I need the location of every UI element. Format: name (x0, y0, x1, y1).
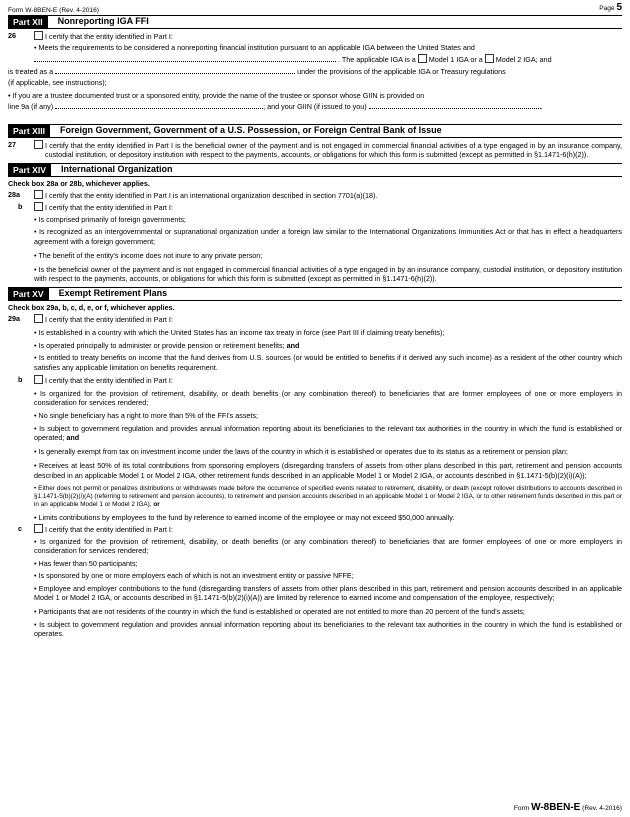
part-xv-header (8, 287, 622, 301)
part-xii-header (8, 16, 622, 29)
footer-form-name: W-8BEN-E (531, 802, 581, 813)
part-xiii-label: Part XIII (8, 125, 50, 137)
checkbox-28a[interactable] (34, 190, 43, 199)
part-xv-label: Part XV (8, 288, 49, 300)
checkbox-27[interactable] (34, 140, 43, 149)
trustee-name-field[interactable] (55, 102, 263, 109)
giin-field[interactable] (369, 102, 541, 109)
line-29c-bullets: • Is organized for the provision of retirement, disability, or death benefits (or any combination thereof) to beneficiaries that are former employees of one or more employers in consideration for services rendered; • Has fewer than 50 participants; • Is sponsored by one or more employers each of which is not an investment entity or passive NFFE; • Employee and employer contributions to the fund (disregarding transfers of assets from other plans described in this part, retirement and pension accounts described in an applicable Model 1 or Model 2 IGA, or accounts described in §1.1471-5(b)(2)(i)(A)) are limited by reference to earned income and compensation of the employee, respectively; • Participants that are not residents of the country in which the fund is established or operated are not entitled to more than 20 percent of the fund's assets; • Is subject to government regulation and provides annual information reporting about its beneficiaries to the relevant tax authorities in the country in which the fund is established or operates. (34, 536, 622, 639)
checkbox-29b[interactable] (34, 375, 43, 384)
line-29a: 29a I certify that the entity identified in Part I: (8, 314, 173, 325)
line-29a-bullets: • Is established in a country with which the United States has an income tax treaty in force (see Part III if claiming treaty benefits); • Is operated principally to administer or provide pension or retirement benefits; and • Is entitled to treaty benefits on income that the fund derives from U.S. sources (or would be entitled to benefits if it derived any such income) as a resident of the other country which satisfies any applicable limitation on benefits requirement. (34, 327, 622, 372)
part-xiv-title: International Organization (60, 164, 173, 175)
page-header (8, 3, 622, 16)
line-27: 27 I certify that the entity identified in Part I is the beneficial owner of the payment and is not engaged in commercial financial activities of a type engaged in by an insurance company, custodial institution, or depository institution with respect to the payments, accounts, or obligations for which this form is submitted (except as permitted in §1.1471-6(h)(2)). (8, 140, 622, 160)
part-xiv-header (8, 163, 622, 177)
line-29c: c I certify that the entity identified in Part I: (18, 524, 173, 535)
checkbox-28b[interactable] (34, 202, 43, 211)
page-number: 5 (616, 2, 622, 14)
checkbox-29a[interactable] (34, 314, 43, 323)
part-xiii-title: Foreign Government, Government of a U.S. Possession, or Foreign Central Bank of Issue (60, 125, 442, 136)
checkbox-29c[interactable] (34, 524, 43, 533)
page-number-label: Page 5 (599, 2, 622, 14)
part-xii-label: Part XII (8, 16, 48, 28)
line-28a: 28a I certify that the entity identified in Part I is an international organization described in section 7701(a)(18). (8, 190, 378, 201)
checkbox-26[interactable] (34, 31, 43, 40)
part-xiv-label: Part XIV (8, 164, 51, 176)
line-29b-bullets: • Is organized for the provision of retirement, disability, or death benefits (or any combination thereof) to beneficiaries that are former employees of one or more employers in consideration for services rendered; • No single beneficiary has a right to more than 5% of the FFI's assets; • Is subject to government regulation and provides annual information reporting about its beneficiaries to the relevant tax authorities in the country in which the fund is established or operated; and • Is generally exempt from tax on investment income under the laws of the country in which it is established or operates due to its status as a retirement or pension plan; • Receives at least 50% of its total contributions from sponsoring employers (disregarding transfers of assets from other plans described in this part, retirement and pension accounts described in an applicable Model 1 or Model 2 IGA, other retirement funds described in an applicable Model 1 or Model 2 IGA, or accounts described in §1.1471-5(b)(2)(i)(A)); • Either does not permit or penalizes distributions or withdrawals made before the occurrence of specified events related to retirement, disability, or death (except rollover distributions to accounts described in §1.1471-5(b)(2)(i)(A) (referring to retirement and pension accounts), to retirement and pension accounts described in an applicable Model 1 or Model 2 IGA, or to other retirement funds described in this part or in an applicable Model 1 or Model 2 IGA); or • Limits contributions by employees to the fund by reference to earned income of the employee or may not exceed $50,000 annually. (34, 388, 622, 523)
part-xv-title: Exempt Retirement Plans (58, 288, 168, 299)
checkbox-model-2[interactable] (485, 54, 494, 63)
form-id: Form W-8BEN-E (Rev. 4-2016) (8, 6, 99, 14)
treated-as-field[interactable] (55, 67, 295, 74)
part-xii-title: Nonreporting IGA FFI (57, 16, 149, 27)
treated-row: is treated as a under the provisions of the applicable IGA or Treasury regulations (8, 66, 506, 76)
checkbox-model-1[interactable] (418, 54, 427, 63)
iga-row: . The applicable IGA is a Model 1 IGA or a Model 2 IGA; and (34, 54, 622, 64)
part-xiii-header (8, 124, 622, 138)
line-29b: b I certify that the entity identified in Part I: (18, 375, 173, 386)
line-number: 26 (8, 31, 16, 40)
trustee-row: line 9a (if any) ; and your GIIN (if issued to you) . (8, 101, 543, 111)
form-page: Form W-8BEN-E (Rev. 4-2016) Page 5 Part XII Nonreporting IGA FFI 26 I certify that the entity identified in Part I: • Meets the requirements to be considered a nonreporting financial institution pursuant to an applicable IGA between the United States and . The applicable IGA is a Model 1 IGA or a Model 2 IGA; and is treated as a under the provisions of the applicable IGA or Treasury regulations (if applicable, see instructions); • If you are a trustee documented trust or a sponsored entity, provide the name of the trustee or sponsor whose GIIN is provided on line 9a (if any) ; and your GIIN (if issued to you) . Part XIII Foreign Government, Government of a U.S. Possession, or Foreign Central Bank of Issue 27 I certify that the entity identified in Part I is the beneficial owner of the payment and is not engaged in commercial financial activities of a type engaged in by an insurance company, custodial institution, or depository institution with respect to the payments, accounts, or obligations for which this form is submitted (except as permitted in §1.1471-6(h)(2)). Part XIV International Organization Check box 28a or 28b, whichever applies. 28a I certify that the entity identified in Part I is an international organization described in section 7701(a)(18). b I certify that the entity identified in Part I: • Is comprised primarily of foreign governments; • Is recognized as an intergovernmental or supranational organization under a foreign law similar to the International Organizations Immunities Act or that has in effect a headquarters agreement with a foreign government; • The benefit of the entity's income does not inure to any private person; • Is the beneficial owner of the payment and is not engaged in commercial financial activities of a type engaged in by an insurance company, custodial institution, or depository institution with respect to the payments, accounts, or obligations for which this form is submitted (except as permitted in §1.1471-6(h)(2)). Part XV Exempt Retirement Plans Check box 29a, b, c, d, e, or f, whichever applies. 29a I certify that the entity identified in Part I: • Is established in a country with which the United States has an income tax treaty in force (see Part III if claiming treaty benefits); • Is operated principally to administer or provide pension or retirement benefits; and • Is entitled to treaty benefits on income that the fund derives from U.S. sources (or would be entitled to benefits if it derived any such income) as a resident of the other country which satisfies any applicable limitation on benefits requirement. b I certify that the entity identified in Part I: • Is organized for the provision of retirement, disability, or death benefits (or any combination thereof) to beneficiaries that are former employees of one or more employers in consideration for services rendered; • No single beneficiary has a right to more than 5% of the FFI's assets; • Is subject to government regulation and provides annual information reporting about its beneficiaries to the relevant tax authorities in the country in which the fund is established or operated; and • Is generally exempt from tax on investment income under the laws of the country in which it is established or operates due to its status as a retirement or pension plan; • Receives at least 50% of its total contributions from sponsoring employers (disregarding transfers of assets from other plans described in this part, retirement and pension accounts described in an applicable Model 1 or Model 2 IGA, other retirement funds described in an applicable Model 1 or Model 2 IGA, or accounts described in §1.1471-5(b)(2)(i)(A)); • Either does not permit or penalizes distributions or withdrawals made before the occurrence of specified events related to retirement, disability, or death (except rollover distributions to accounts described in §1.1471-5(b)(2)(i)(A) (referring to retirement and pension accounts), to retirement and pension accounts described in an applicable Model 1 or Model 2 IGA, or to other retirement funds described in this part or in an applicable Model 1 or Model 2 IGA); or • Limits contributions by employees to the fund by reference to earned income of the employee or may not exceed $50,000 annually. c I certify that the entity identified in Part I: • Is organized for the provision of retirement, disability, or death benefits (or any combination thereof) to beneficiaries that are former employees of one or more employers in consideration for services rendered; • Has fewer than 50 participants; • Is sponsored by one or more employers each of which is not an investment entity or passive NFFE; • Employee and employer contributions to the fund (disregarding transfers of assets from other plans described in this part, retirement and pension accounts described in an applicable Model 1 or Model 2 IGA, or accounts described in §1.1471-5(b)(2)(i)(A)) are limited by reference to earned income and compensation of the employee, respectively; • Participants that are not residents of the country in which the fund is established or operated are not entitled to more than 20 percent of the fund's assets; • Is subject to government regulation and provides annual information reporting about its beneficiaries to the relevant tax authorities in the country in which the fund is established or operates. Form W-8BEN-E (Rev. 4-2016) (8, 2, 622, 813)
line-28b-bullets: • Is comprised primarily of foreign governments; • Is recognized as an intergovernmental or supranational organization under a foreign law similar to the International Organizations Immunities Act or that has in effect a headquarters agreement with a foreign government; • The benefit of the entity's income does not inure to any private person; • Is the beneficial owner of the payment and is not engaged in commercial financial activities of a type engaged in by an insurance company, custodial institution, or depository institution with respect to the payments, accounts, or obligations for which this form is submitted (except as permitted in §1.1471-6(h)(2)). (34, 214, 622, 284)
iga-country-field[interactable] (34, 55, 336, 62)
line-28b: b I certify that the entity identified in Part I: (18, 202, 173, 213)
part-xv-instruction: Check box 29a, b, c, d, e, or f, whichever applies. (8, 302, 175, 312)
part-xiv-instruction: Check box 28a or 28b, whichever applies. (8, 178, 150, 188)
line-26: 26 I certify that the entity identified in Part I: • Meets the requirements to be considered a nonreporting financial institution pursuant to an applicable IGA between the United States and . The applicable IGA is a Model 1 IGA or a Model 2 IGA; and (8, 31, 622, 65)
page-footer: Form W-8BEN-E (Rev. 4-2016) (513, 802, 622, 813)
